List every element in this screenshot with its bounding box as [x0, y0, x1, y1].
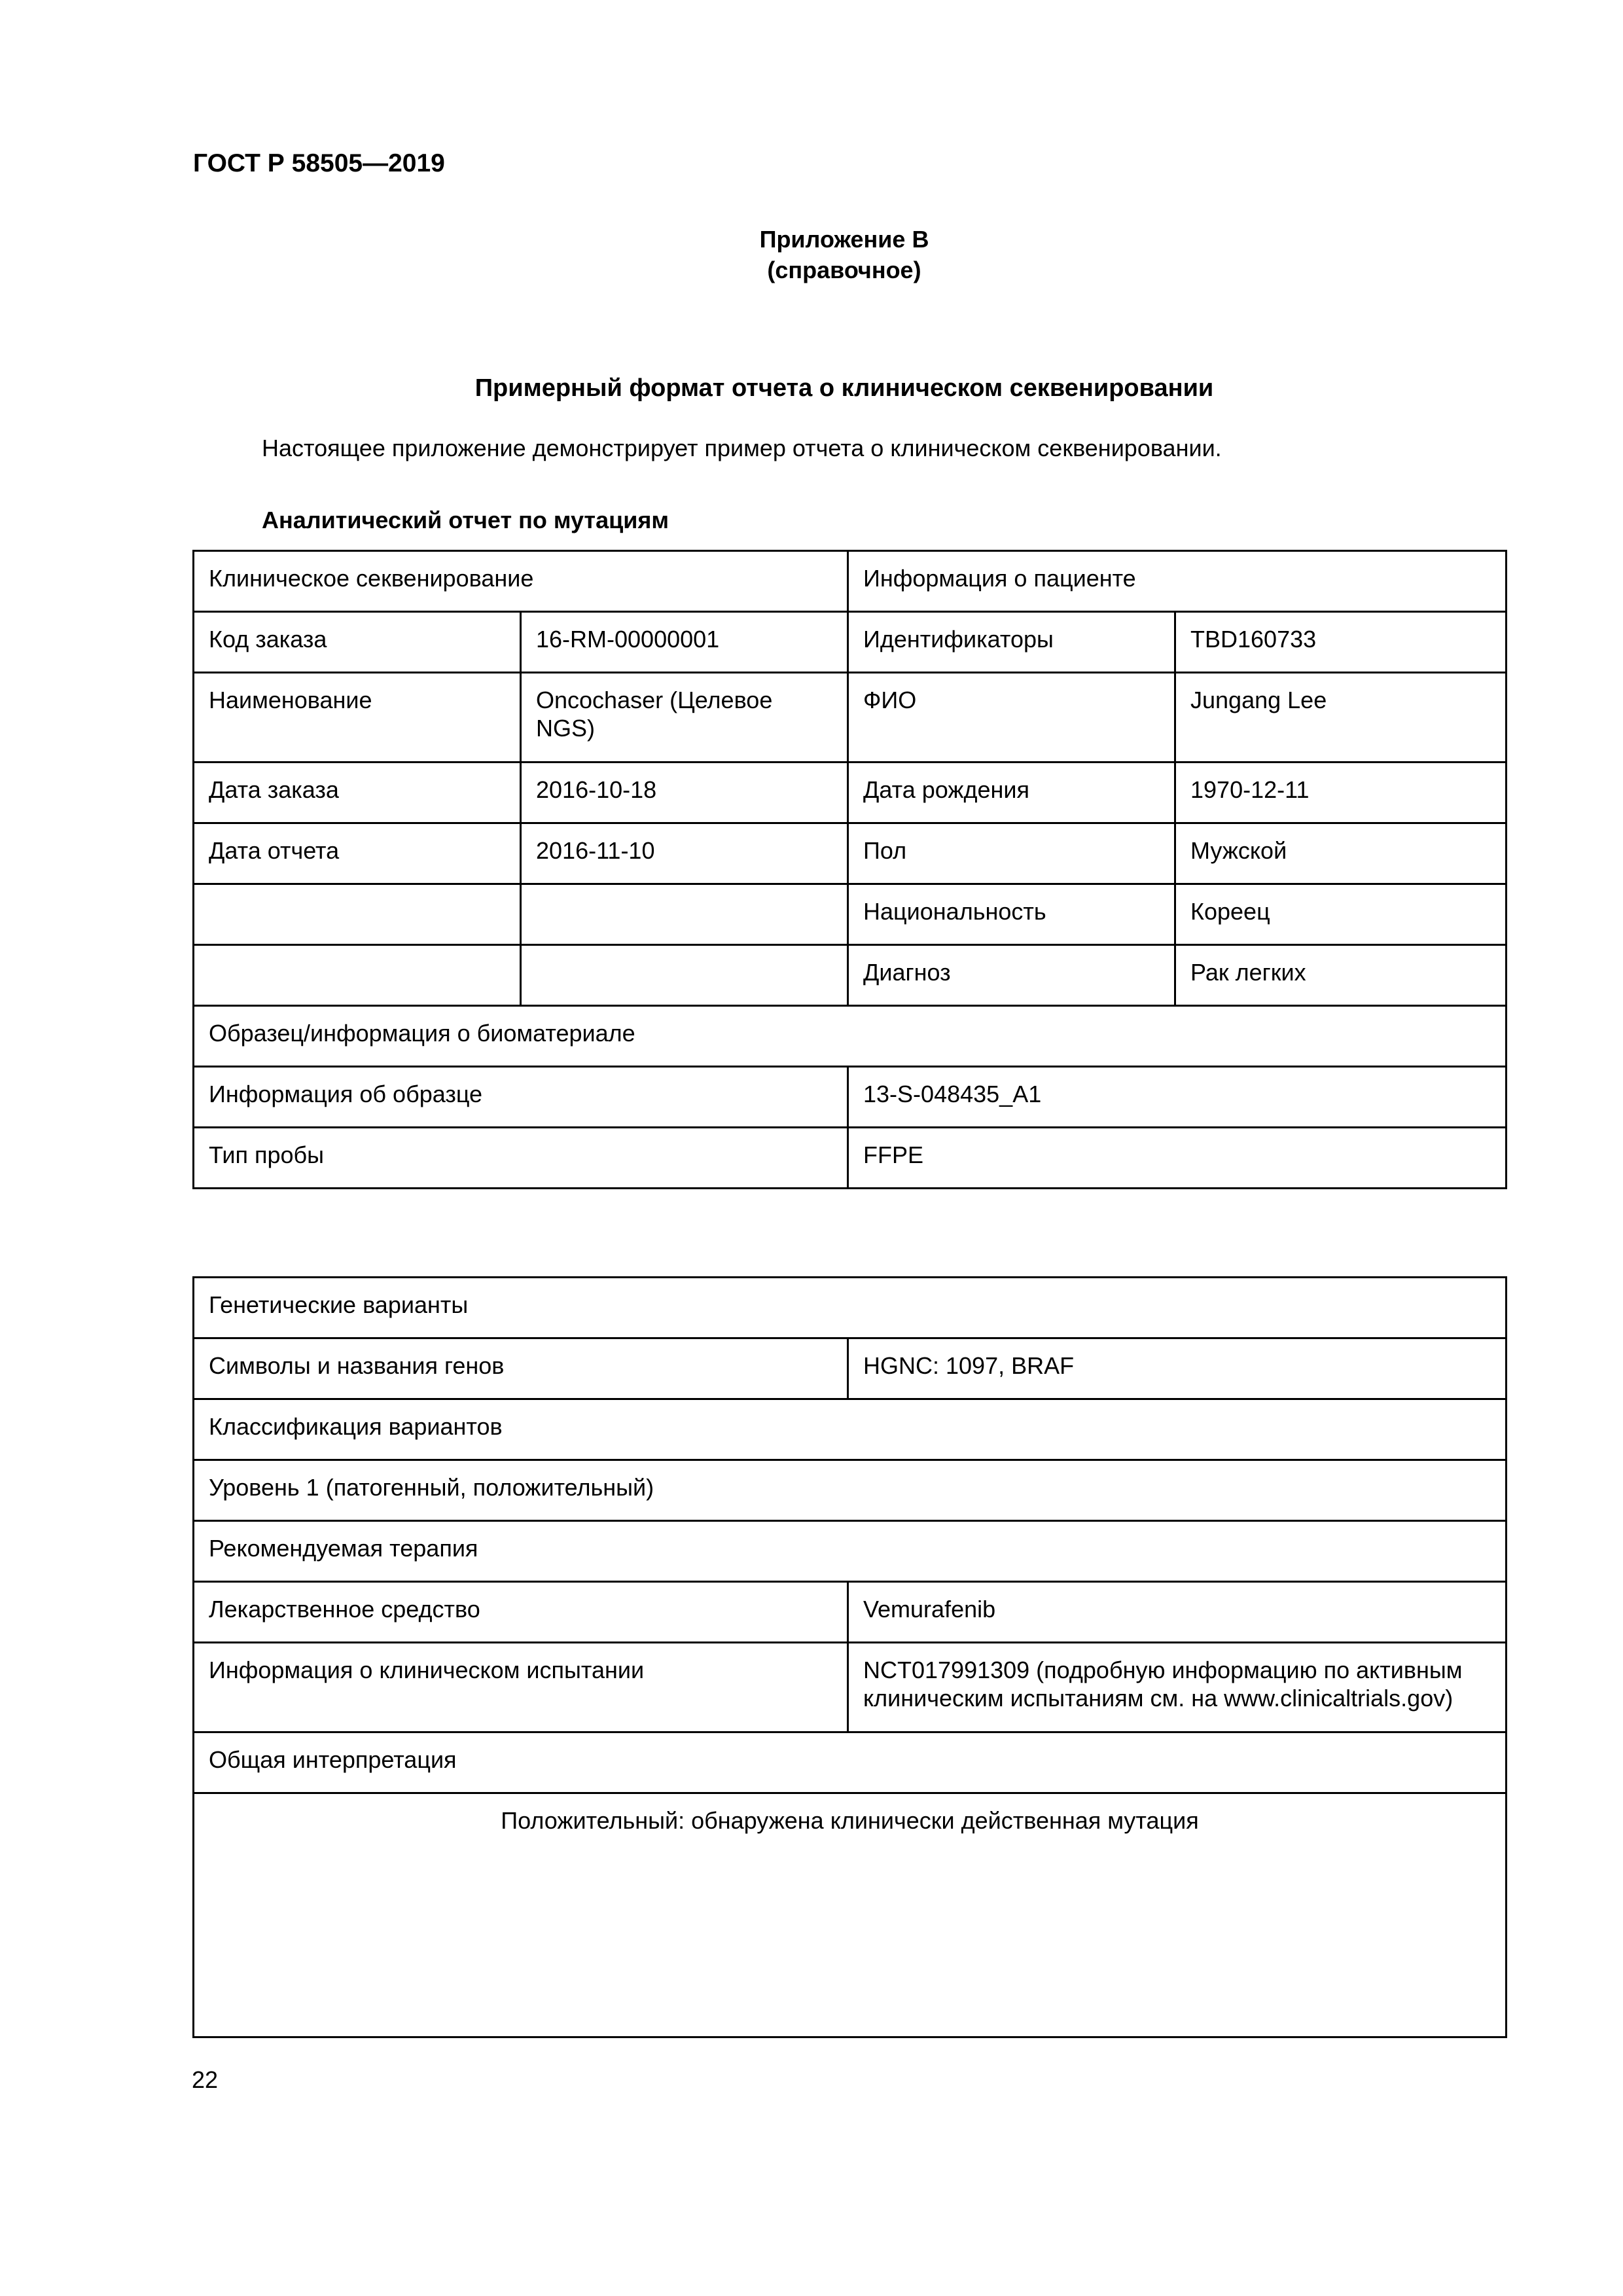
table-cell: TBD160733 [1175, 612, 1507, 673]
table-cell: 13-S-048435_A1 [848, 1067, 1507, 1128]
table-cell: Пол [848, 823, 1175, 884]
table-cell: ФИО [848, 673, 1175, 762]
sample-info-header: Образец/информация о биоматериале [194, 1006, 1507, 1067]
table-row [194, 1732, 1507, 1793]
table-row [194, 1278, 1507, 1338]
table-cell: FFPE [848, 1128, 1507, 1189]
table-row [194, 945, 1507, 1006]
table-cell: Идентификаторы [848, 612, 1175, 673]
table-row [194, 884, 1507, 945]
variant-classification-header: Классификация вариантов [194, 1399, 1507, 1460]
intro-paragraph: Настоящее приложение демонстрирует пример отчета о клиническом секвенировании. [262, 435, 1222, 461]
clinical-sequencing-header: Клиническое секвенирование [194, 551, 848, 612]
table-row [194, 823, 1507, 884]
patient-info-table [192, 550, 1507, 1189]
appendix-label: Приложение В [759, 226, 929, 253]
table-row [194, 1006, 1507, 1067]
table-cell: 2016-11-10 [521, 823, 848, 884]
document-code: ГОСТ Р 58505—2019 [193, 149, 445, 177]
table-cell: Дата заказа [194, 762, 521, 823]
genetic-variants-header: Генетические варианты [194, 1278, 1507, 1338]
table-cell: Национальность [848, 884, 1175, 945]
table-cell [521, 945, 848, 1006]
table-cell: Символы и названия генов [194, 1338, 848, 1399]
table-cell: Лекарственное средство [194, 1582, 848, 1643]
table-cell: NCT017991309 (подробную информацию по активным клиническим испытаниям см. на www.clinicaltrials.gov) [848, 1643, 1507, 1732]
table-row [194, 673, 1507, 762]
table-cell [194, 884, 521, 945]
table-cell: 2016-10-18 [521, 762, 848, 823]
interpretation-value: Положительный: обнаружена клинически действенная мутация [194, 1793, 1507, 2037]
genetic-variants-table [192, 1276, 1507, 2038]
annex-title: Примерный формат отчета о клиническом секвенировании [474, 374, 1214, 402]
table-row [194, 1793, 1507, 2037]
table-row [194, 1399, 1507, 1460]
table-cell: Jungang Lee [1175, 673, 1507, 762]
table-cell: Тип пробы [194, 1128, 848, 1189]
table-cell: Информация об образце [194, 1067, 848, 1128]
table-cell: Диагноз [848, 945, 1175, 1006]
table-row [194, 551, 1507, 612]
interpretation-header: Общая интерпретация [194, 1732, 1507, 1793]
table-cell: Кореец [1175, 884, 1507, 945]
page-number: 22 [192, 2066, 219, 2093]
table-cell: Наименование [194, 673, 521, 762]
recommended-therapy-header: Рекомендуемая терапия [194, 1521, 1507, 1582]
table-row [194, 762, 1507, 823]
table-row [194, 1067, 1507, 1128]
table-row [194, 1128, 1507, 1189]
table-cell: Уровень 1 (патогенный, положительный) [194, 1460, 1507, 1521]
table-cell: 1970-12-11 [1175, 762, 1507, 823]
table-cell: Код заказа [194, 612, 521, 673]
appendix-type: (справочное) [767, 257, 921, 283]
table-row [194, 612, 1507, 673]
table-cell: Vemurafenib [848, 1582, 1507, 1643]
table-row [194, 1643, 1507, 1732]
table-cell: Информация о клиническом испытании [194, 1643, 848, 1732]
appendix-heading [0, 224, 1623, 285]
table-row [194, 1582, 1507, 1643]
table-row [194, 1338, 1507, 1399]
table-cell: Oncochaser (Целевое NGS) [521, 673, 848, 762]
table-cell: Дата рождения [848, 762, 1175, 823]
table-cell: HGNC: 1097, BRAF [848, 1338, 1507, 1399]
table-cell: 16-RM-00000001 [521, 612, 848, 673]
report-subtitle: Аналитический отчет по мутациям [262, 507, 669, 533]
patient-info-header: Информация о пациенте [848, 551, 1507, 612]
table-row [194, 1521, 1507, 1582]
table-cell: Рак легких [1175, 945, 1507, 1006]
table-cell [521, 884, 848, 945]
table-cell: Дата отчета [194, 823, 521, 884]
table-row [194, 1460, 1507, 1521]
table-cell [194, 945, 521, 1006]
table-cell: Мужской [1175, 823, 1507, 884]
